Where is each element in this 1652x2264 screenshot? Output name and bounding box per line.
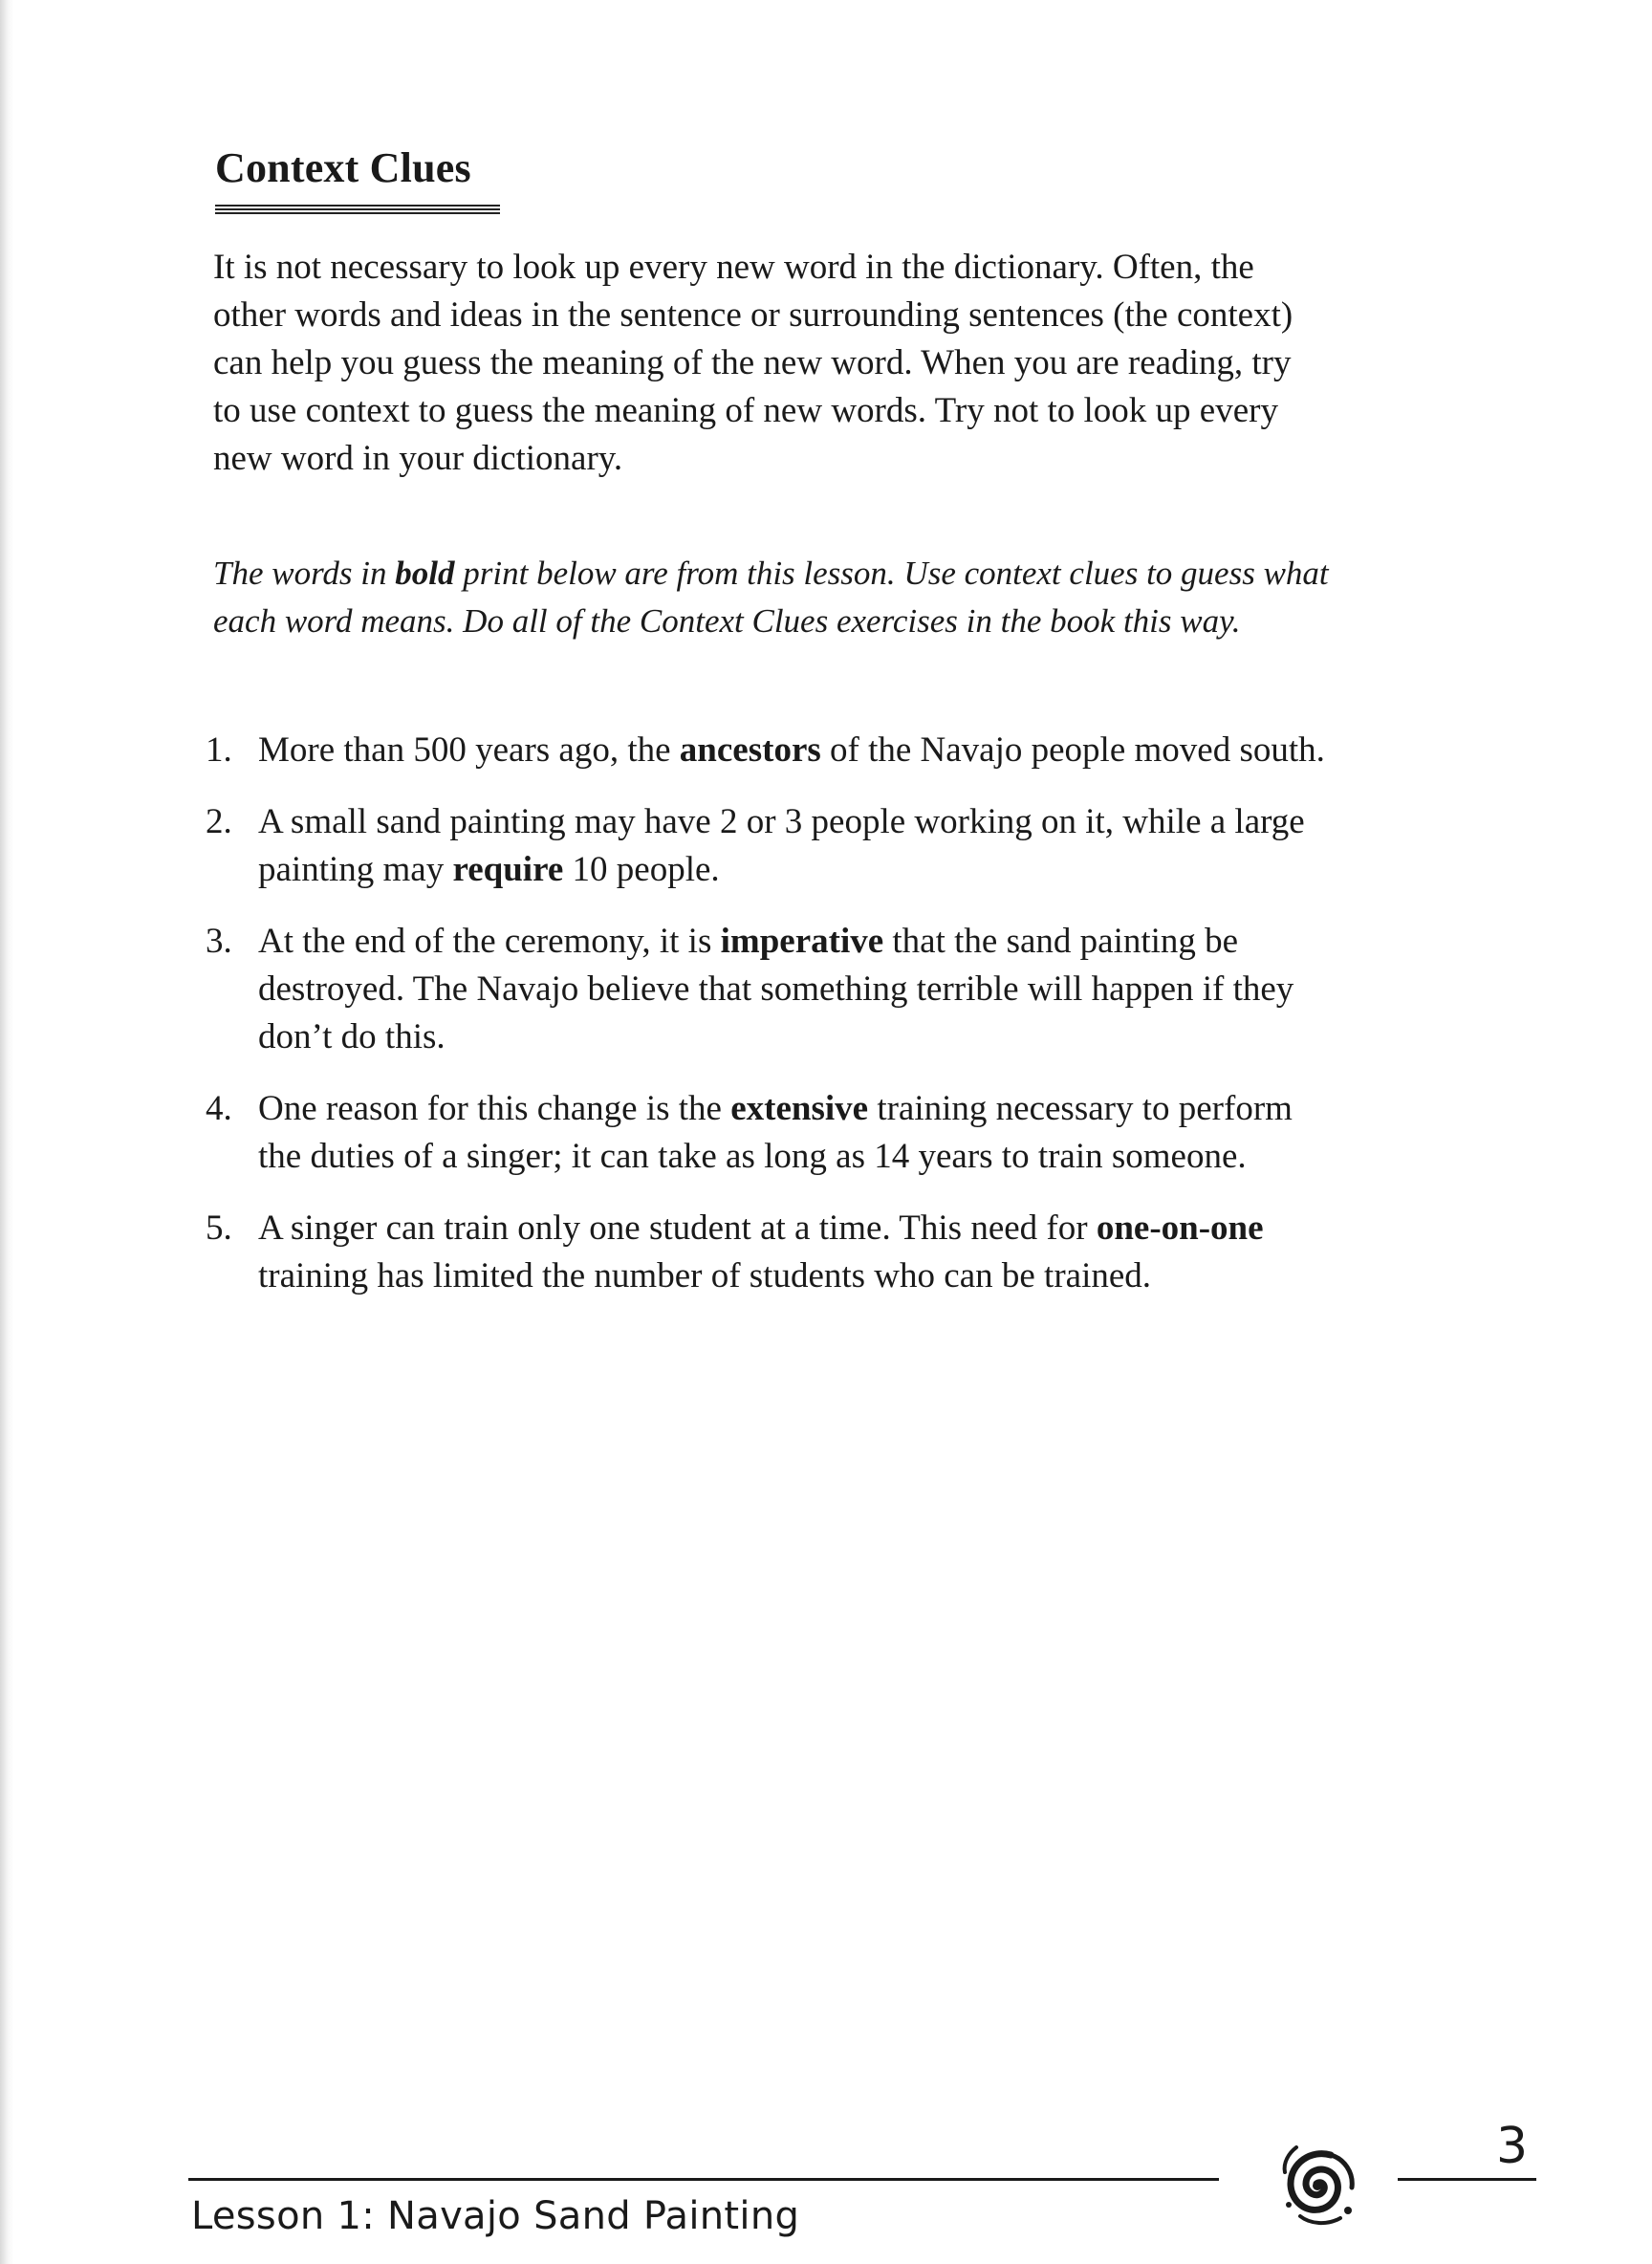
item-number: 4. [206, 1089, 232, 1128]
exercise-item [206, 1085, 1334, 1181]
exercise-item [206, 798, 1334, 894]
exercise-item [206, 918, 1334, 1061]
vocab-word: imperative [720, 922, 884, 961]
vocab-word: one-on-one [1096, 1208, 1264, 1248]
item-number: 1. [206, 730, 232, 770]
vocab-word: require [452, 850, 564, 889]
exercise-item [206, 1205, 1334, 1300]
item-text: that the sand painting be destroyed. The Navajo believe that something terrible will happen if they don’t do this. [258, 922, 1294, 1056]
lesson-title: Lesson 1: Navajo Sand Painting [191, 2194, 800, 2238]
page-number-rule [1398, 2178, 1536, 2181]
page-number: 3 [1496, 2118, 1529, 2175]
item-text: training necessary to perform the duties of a singer; it can take as long as 14 years to train someone. [258, 1089, 1293, 1176]
page-edge-shadow [0, 0, 13, 2264]
spiral-icon [1272, 2134, 1362, 2234]
instructions-text-1: The words in [213, 555, 396, 592]
item-text: A small sand painting may have 2 or 3 people working on it, while a large painting may [258, 802, 1305, 889]
footer-rule [188, 2178, 1219, 2181]
intro-paragraph: It is not necessary to look up every new word in the dictionary. Often, the other words and ideas in the sentence or surrounding sentences (the context) can help you guess the meaning of the new word. When you are reading, try to use context to guess the meaning of new words. Try not to look up every new word in your dictionary. [213, 248, 1293, 478]
item-number: 5. [206, 1208, 232, 1248]
item-number: 2. [206, 802, 232, 841]
item-text: At the end of the ceremony, it is [258, 922, 721, 961]
exercise-list [206, 727, 1334, 1324]
instructions-text-2: print below are from this lesson. Use context clues to guess what each word means. Do all of the Context Clues exercises in the book this way. [213, 555, 1329, 640]
vocab-word: extensive [730, 1089, 869, 1128]
instructions-paragraph [213, 550, 1341, 645]
item-text: 10 people. [563, 850, 720, 889]
item-text: More than 500 years ago, the [258, 730, 680, 770]
item-text: A singer can train only one student at a time. This need for [258, 1208, 1097, 1248]
heading-underline [215, 205, 500, 214]
section-heading: Context Clues [215, 144, 471, 191]
item-number: 3. [206, 922, 232, 961]
vocab-word: ancestors [679, 730, 821, 770]
exercise-item [206, 727, 1334, 774]
instructions-bold-word: bold [395, 555, 455, 592]
item-text: One reason for this change is the [258, 1089, 731, 1128]
item-text: training has limited the number of students who can be trained. [258, 1256, 1152, 1295]
item-text: of the Navajo people moved south. [820, 730, 1325, 770]
